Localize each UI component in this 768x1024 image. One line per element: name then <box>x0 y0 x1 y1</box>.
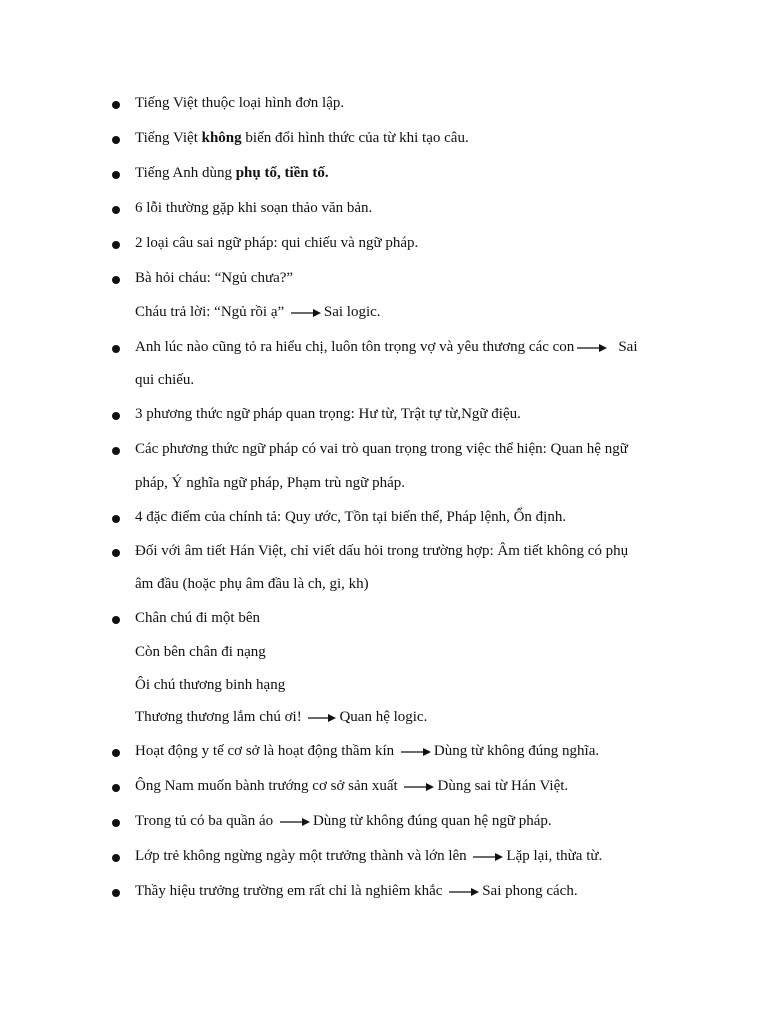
list-item: Lớp trẻ không ngừng ngày một trưởng thành và lớn lên Lặp lại, thừa từ. <box>135 848 603 864</box>
list-item: Hoạt động y tế cơ sở là hoạt động thầm kín Dùng từ không đúng nghĩa. <box>135 743 600 759</box>
bullet-icon <box>112 447 120 455</box>
list-item: Tiếng Việt không biến đổi hình thức của từ khi tạo câu. <box>135 130 469 146</box>
bullet-icon <box>112 101 120 109</box>
list-item: Anh lúc nào cũng tỏ ra hiểu chị, luôn tôn trọng vợ và yêu thương các con Sai <box>135 339 638 355</box>
list-item: 4 đặc điểm của chính tả: Quy ước, Tồn tại biến thể, Pháp lệnh, Ổn định. <box>135 509 567 525</box>
bullet-icon <box>112 412 120 420</box>
bullet-icon <box>112 889 120 897</box>
arrow-right-icon <box>449 887 479 897</box>
list-item: 6 lỗi thường gặp khi soạn thảo văn bản. <box>135 200 373 216</box>
bullet-icon <box>112 171 120 179</box>
bullet-icon <box>112 854 120 862</box>
bullet-icon <box>112 749 120 757</box>
list-item-continuation: qui chiếu. <box>135 372 195 388</box>
bullet-icon <box>112 616 120 624</box>
bullet-icon <box>112 136 120 144</box>
bullet-icon <box>112 345 120 353</box>
arrow-right-icon <box>404 782 434 792</box>
list-item-continuation: pháp, Ý nghĩa ngữ pháp, Phạm trù ngữ pháp. <box>135 475 405 491</box>
list-item-continuation: Ôi chú thương binh hạng <box>135 677 286 693</box>
list-item-continuation: Cháu trả lời: “Ngủ rồi ạ” Sai logic. <box>135 304 381 320</box>
list-item: Các phương thức ngữ pháp có vai trò quan trọng trong việc thể hiện: Quan hệ ngữ <box>135 441 628 457</box>
arrow-right-icon <box>473 852 503 862</box>
list-item: Đối với âm tiết Hán Việt, chỉ viết dấu hỏi trong trường hợp: Âm tiết không có phụ <box>135 543 629 559</box>
list-item-continuation: Còn bên chân đi nạng <box>135 644 266 660</box>
arrow-right-icon <box>401 747 431 757</box>
arrow-right-icon <box>280 817 310 827</box>
bullet-icon <box>112 784 120 792</box>
bullet-icon <box>112 206 120 214</box>
arrow-right-icon <box>291 308 321 318</box>
bullet-icon <box>112 819 120 827</box>
bullet-icon <box>112 515 120 523</box>
list-item: Chân chú đi một bên <box>135 610 260 626</box>
list-item: Ông Nam muốn bành trướng cơ sở sản xuất Dùng sai từ Hán Việt. <box>135 778 569 794</box>
list-item: Tiếng Việt thuộc loại hình đơn lập. <box>135 95 345 111</box>
bullet-icon <box>112 276 120 284</box>
list-item: Tiếng Anh dùng phụ tố, tiền tố. <box>135 165 329 181</box>
list-item-continuation: âm đầu (hoặc phụ âm đầu là ch, gi, kh) <box>135 576 369 592</box>
arrow-right-icon <box>577 343 607 353</box>
list-item: 3 phương thức ngữ pháp quan trọng: Hư từ, Trật tự từ,Ngữ điệu. <box>135 406 521 422</box>
list-item-continuation: Thương thương lắm chú ơi! Quan hệ logic. <box>135 709 428 725</box>
list-item: 2 loại câu sai ngữ pháp: qui chiếu và ngữ pháp. <box>135 235 419 251</box>
list-item: Trong tủ có ba quần áo Dùng từ không đúng quan hệ ngữ pháp. <box>135 813 552 829</box>
list-item: Bà hỏi cháu: “Ngủ chưa?” <box>135 270 294 286</box>
list-item: Thầy hiệu trưởng trường em rất chỉ là nghiêm khắc Sai phong cách. <box>135 883 578 899</box>
arrow-right-icon <box>308 713 336 723</box>
bullet-icon <box>112 549 120 557</box>
bullet-icon <box>112 241 120 249</box>
